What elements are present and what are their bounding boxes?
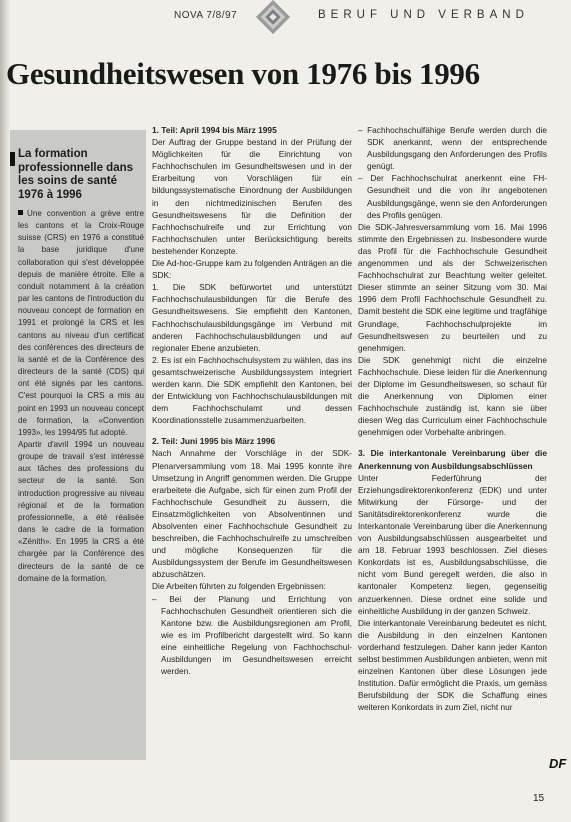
french-summary-box [10,130,146,760]
summary-body [18,208,144,585]
section-heading: 2. Teil: Juni 1995 bis März 1996 [152,436,276,447]
language-tab: DF [549,756,567,771]
paragraph: Die SDK-Jahresversammlung vom 16. Mai 1996 stimmte den Ergebnissen zu. Insbesondere wurde das Profil für die Fachhochschule Gesundheit angenommen und als der Schweizerischen Fachhochschulrat zur Beachtung weiter geleitet. Dieser stimmte an seiner Sitzung vom 30. Mai 1996 dem Profil Fachhochschule Gesundheit zu. Damit besteht die SDK eine legitime und tragfähige Grundlage, Fachhochschulprojekte im Gesundheitswesen zu beurteilen und zu genehmigen. [358,221,547,353]
paragraph: Der Auftrag der Gruppe bestand in der Prüfung der Möglichkeiten für die Einrichtung von Fachhochschulen im Gesundheitswesen und in der Erarbeitung von Vorschlägen für ein bildungssystematische Einordnung der Ausbildungen in den nichtmedizinischen Berufen des Gesundheitswesens für die Definition der Fachhochschulreife und zur Errichtung von Fachhochschulen unter Berücksichtigung bereits bestehender Konzepte. [152,137,352,256]
section-label: BERUF UND VERBAND [318,9,529,21]
summary-heading: La formation professionnelle dans les soins de santé 1976 à 1996 [18,148,134,201]
paragraph: 2. Es ist ein Fachhochschulsystem zu wählen, das ins gesamtschweizerische Ausbildungssystem integriert werden kann. Die SDK empfiehlt den Kantonen, bei der Entwicklung von Fachhochschulausbildungen mit dem Fachhochschulamt und dessen Koordinationsstelle zusammenzuarbeiten. [152,354,352,426]
page-header [174,6,566,28]
list-item: – Bei der Planung und Errichtung von Fachhochschulen Gesundheit orientieren sich die Kantone bzw. die Ausbildungsregionen am Profil, wie es im Profilbericht dargestellt wird. So kann eine einheitliche Regelung von Fachhochschul-Ausbildungen im Gesundheitswesen erreicht werden. [152,593,352,677]
spacer [358,438,547,447]
paragraph: Nach Annahme der Vorschläge in der SDK-Plenarversammlung vom 18. Mai 1995 konnte ihre Umsetzung in Angriff genommen werden. Die Gruppe erarbeitete die Aufgabe, sich für einen zum Profil der Fachhochschule Gesundheit zu äussern, die Einsatzmöglichkeiten von Absolventinnen und Absolventen einer Fachhochschule Gesundheit zu beschreiben, die Fachhochschulreife zu umschreiben und mögliche Konsequenzen für die Ausbildungssystem der Berufe im Gesundheitswesen abzuschätzen. [152,448,352,580]
paragraph: Die Arbeiten führten zu folgenden Ergebnissen: [152,581,326,592]
page-number: 15 [533,793,545,804]
section-heading: 1. Teil: April 1994 bis März 1995 [152,125,277,135]
summary-paragraph: Apartir d'avril 1994 un nouveau groupe de travail s'est intéressé aux tâches des professions du secteur de la santé. Son introduction progressive au niveau régional et de la formation professionnelle, a été réalisée dans le cadre de la formation «Zénith». En 1995 la CRS a été chargée par la Conférence des directeurs de la santé de ce domaine de la formation. [18,439,144,583]
diamond-logo-icon [254,0,292,36]
text-column-2 [358,124,547,714]
paragraph: Die SDK genehmigt nicht die einzelne Fachhochschule. Diese leiden für die Anerkennung der Diplome im Gesundheitswesen, so schaut für die Anerkennung von Diplomen einer Fachhochschule zuständig ist, kann sie über diesen Weg das Curriculum einer Fachhochschule genehmigen oder Vorbehalte anbringen. [358,354,547,438]
list-item: – Fachhochschulfähige Berufe werden durch die SDK anerkannt, wenn der entsprechende Ausbildungsgang den Anforderungen des Profils genügt. [358,125,547,172]
issue-label: NOVA 7/8/97 [174,10,238,21]
section-heading: 3. Die interkantonale Vereinbarung über die Anerkennung von Ausbildungsabschlüssen [358,448,547,471]
bullet-icon [18,210,23,215]
paragraph: Die interkantonale Vereinbarung bedeutet es nicht, die Ausbildung in den einzelnen Kantonen vorderhand festzulegen. Daher kann jeder Kanton selbst bestimmen Ausbildungen anbieten, wenn mit einzelnen Kantonen über diese Lösungen jede Institution. Dafür ermöglicht die Praxis, um gemäss Berufsbildung der SDK die Schaffung eines weiteren Konkordats in zum Ziel, nicht nur [358,617,547,713]
paragraph: Die Ad-hoc-Gruppe kam zu folgenden Anträgen an die SDK: [152,258,352,281]
text-column-1 [152,124,352,677]
spacer [152,426,352,435]
page-edge-shadow [0,0,10,822]
list-item: – Der Fachhochschulrat anerkennt eine FH-Gesundheit und die von ihr angebotenen Ausbildungsgänge, wenn sie den Anforderungen des Profils genügen. [358,173,547,220]
paragraph: 1. Die SDK befürwortet und unterstützt Fachhochschulausbildungen für die Berufe des Gesundheitswesens. Sie empfiehlt den Kantonen, Fachhochschulausbildungsgänge im Verbund mit anderen Fachhochschulausbildungen und auf regionaler Ebene anzubieten. [152,282,352,353]
heading-marker [10,152,15,166]
summary-paragraph: Une convention a grève entre les cantons et la Croix-Rouge suisse (CRS) en 1976 a constitué la base juridique d'une collaboration qui s'est développée depuis de manière étroite. Elle a conduit notamment à la création par les cantons de l'introduction du nouveau concept de formation en 1991 et prolongé la CRS et les cantons au niveau d'un certificat des conférences des directeurs de la santé et de la Conférence des directeurs de la santé (CDS) qui ont été signés par les cantons. C'est pourquoi la CRS a mis au point en 1993 un nouveau concept de formation, la «Convention 1993», les 1994/95 fut adopté. [18,209,144,437]
paragraph: Unter Federführung der Erziehungsdirektorenkonferenz (EDK) und unter Mitwirkung der Fürsorge- und der Sanitätsdirektorenkonferenz wurde die Interkantonale Vereinbarung über die Anerkennung von Ausbildungsabschlüssen ausgearbeitet und am 18. Februar 1993 beschlossen. Ziel dieses Konkordats ist es, Ausbildungsabschlüsse, die nicht vom Bund geregelt werden, die also in kantonaler Kompetenz liegen, gegenseitig anzuerkennen. Diese ordnet eine solide und einheitliche Ausbildung in der ganzen Schweiz. [358,472,547,616]
article-title: Gesundheitswesen von 1976 bis 1996 [6,56,480,91]
